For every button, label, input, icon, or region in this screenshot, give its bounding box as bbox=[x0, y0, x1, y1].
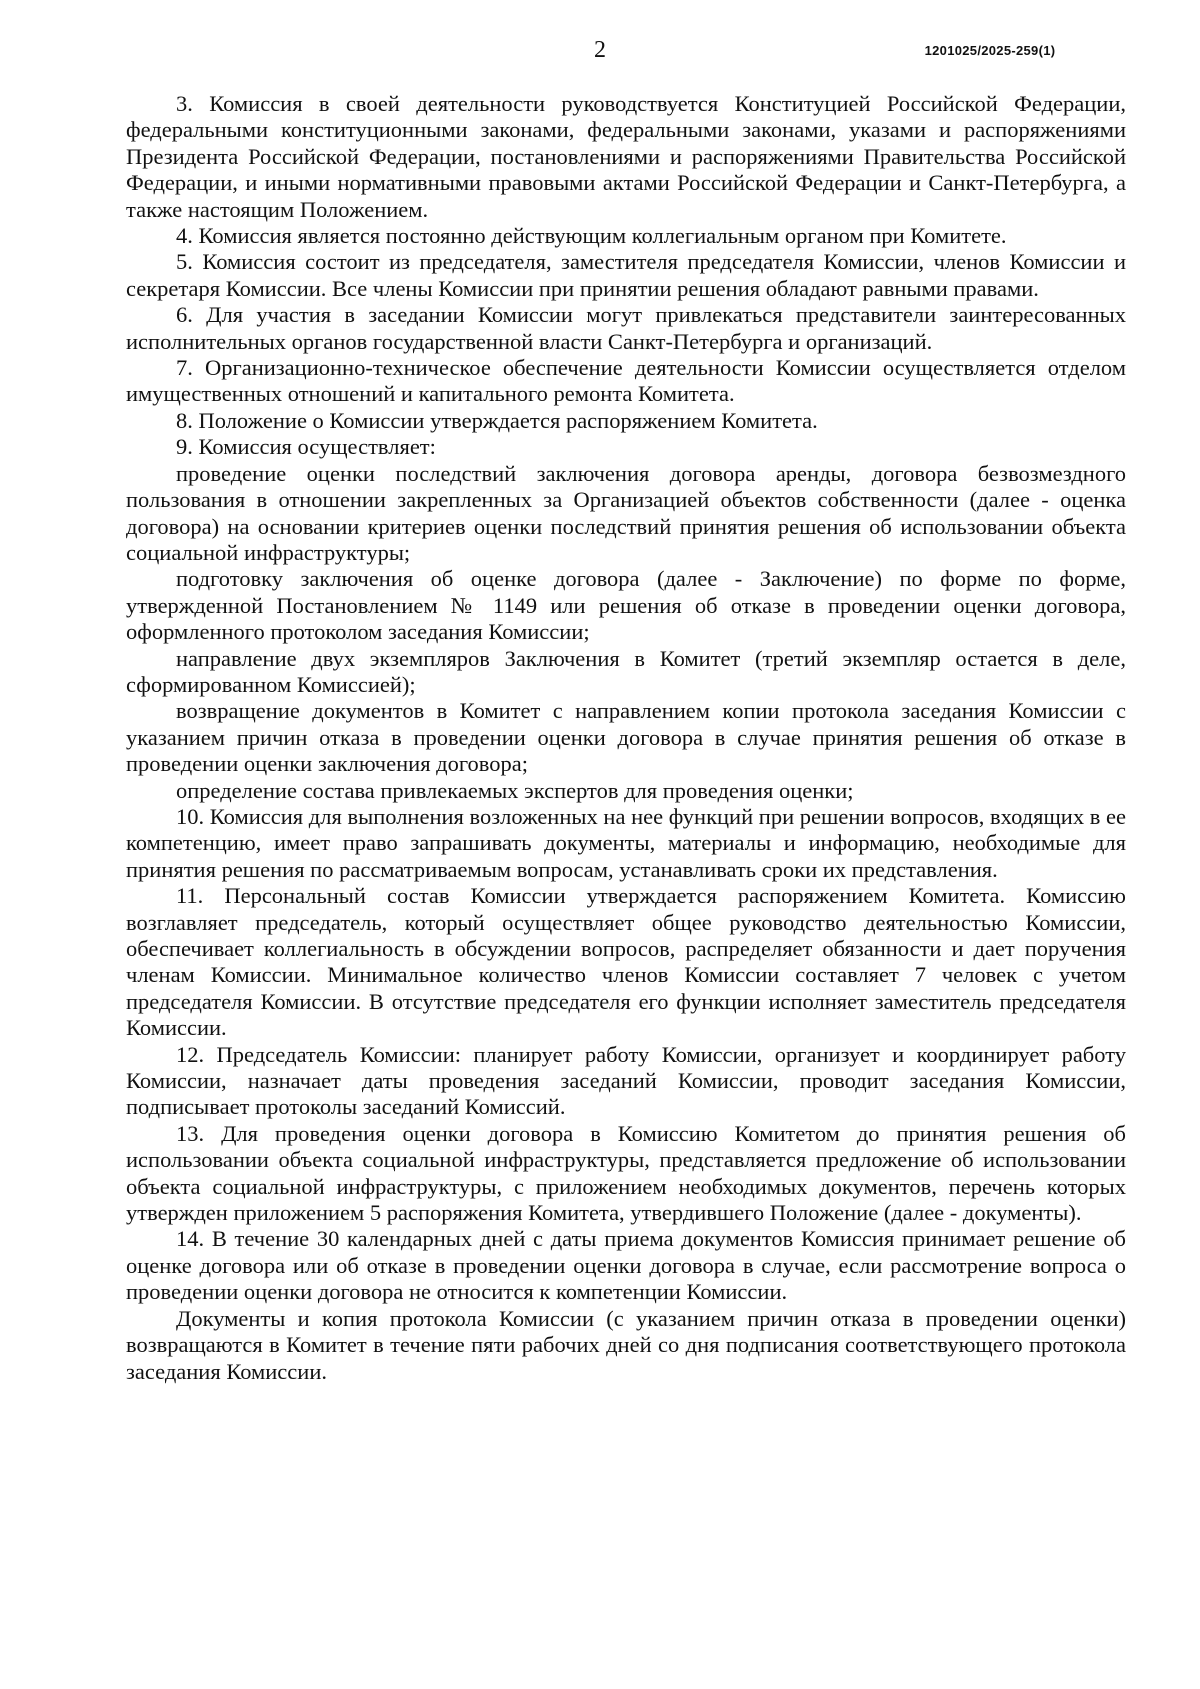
page-number: 2 bbox=[594, 37, 606, 63]
paragraph-12: 12. Председатель Комиссии: планирует работу Комиссии, организует и координирует работу Комиссии, назначает даты проведения заседаний Комиссии, проводит заседания Комиссии, подписывает протоколы заседаний Комиссий. bbox=[126, 1041, 1126, 1120]
paragraph-9: 9. Комиссия осуществляет: bbox=[176, 434, 436, 460]
paragraph-9-item-1: проведение оценки последствий заключения договора аренды, договора безвозмездного пользования в отношении закрепленных за Организацией объектов собственности (далее - оценка договора) на основании критериев оценки последствий принятия решения об использовании объекта социальной инфраструктуры; bbox=[126, 460, 1126, 565]
paragraph-6: 6. Для участия в заседании Комиссии могут привлекаться представители заинтересованных исполнительных органов государственной власти Санкт-Петербурга и организаций. bbox=[126, 302, 1126, 354]
paragraph-11: 11. Персональный состав Комиссии утверждается распоряжением Комитета. Комиссию возглавляет председатель, который осуществляет общее руководство деятельностью Комиссии, обеспечивает коллегиальность в обсуждении вопросов, распределяет обязанности и дает поручения членам Комиссии. Минимальное количество членов Комиссии составляет 7 человек с учетом председателя Комиссии. В отсутствие председателя его функции исполняет заместитель председателя Комиссии. bbox=[126, 883, 1126, 1041]
paragraph-9-item-3: направление двух экземпляров Заключения в Комитет (третий экземпляр остается в деле, сформированном Комиссией); bbox=[126, 645, 1126, 697]
paragraph-3: 3. Комиссия в своей деятельности руководствуется Конституцией Российской Федерации, федеральными конституционными законами, федеральными законами, указами и распоряжениями Президента Российской Федерации, постановлениями и распоряжениями Правительства Российской Федерации, и иными нормативными правовыми актами Российской Федерации и Санкт-Петербурга, а также настоящим Положением. bbox=[126, 91, 1126, 222]
document-id: 1201025/2025-259(1) bbox=[924, 43, 1056, 58]
document-body bbox=[126, 91, 1126, 1385]
paragraph-9-item-5: определение состава привлекаемых экспертов для проведения оценки; bbox=[176, 777, 854, 803]
paragraph-7: 7. Организационно-техническое обеспечение деятельности Комиссии осуществляется отделом имущественных отношений и капитального ремонта Комитета. bbox=[126, 355, 1126, 407]
paragraph-4: 4. Комиссия является постоянно действующим коллегиальным органом при Комитете. bbox=[176, 223, 1007, 249]
paragraph-9-item-4: возвращение документов в Комитет с направлением копии протокола заседания Комиссии с указанием причин отказа в проведении оценки договора в случае принятия решения об отказе в проведении оценки заключения договора; bbox=[126, 698, 1126, 777]
paragraph-14: 14. В течение 30 календарных дней с даты приема документов Комиссия принимает решение об оценке договора или об отказе в проведении оценки договора в случае, если рассмотрение вопроса о проведении оценки договора не относится к компетенции Комиссии. bbox=[126, 1226, 1126, 1305]
paragraph-14-note: Документы и копия протокола Комиссии (с указанием причин отказа в проведении оценки) возвращаются в Комитет в течение пяти рабочих дней со дня подписания соответствующего протокола заседания Комиссии. bbox=[126, 1305, 1126, 1384]
paragraph-8: 8. Положение о Комиссии утверждается распоряжением Комитета. bbox=[176, 407, 818, 433]
paragraph-9-item-2: подготовку заключения об оценке договора (далее - Заключение) по форме по форме, утвержденной Постановлением № 1149 или решения об отказе в проведении оценки договора, оформленного протоколом заседания Комиссии; bbox=[126, 566, 1126, 645]
paragraph-5: 5. Комиссия состоит из председателя, заместителя председателя Комиссии, членов Комиссии и секретаря Комиссии. Все члены Комиссии при принятии решения обладают равными правами. bbox=[126, 249, 1126, 301]
paragraph-13: 13. Для проведения оценки договора в Комиссию Комитетом до принятия решения об использовании объекта социальной инфраструктуры, представляется предложение об использовании объекта социальной инфраструктуры, с приложением необходимых документов, перечень которых утвержден приложением 5 распоряжения Комитета, утвердившего Положение (далее - документы). bbox=[126, 1120, 1126, 1226]
paragraph-10: 10. Комиссия для выполнения возложенных на нее функций при решении вопросов, входящих в ее компетенцию, имеет право запрашивать документы, материалы и информацию, необходимые для принятия решения по рассматриваемым вопросам, устанавливать сроки их представления. bbox=[126, 803, 1126, 882]
